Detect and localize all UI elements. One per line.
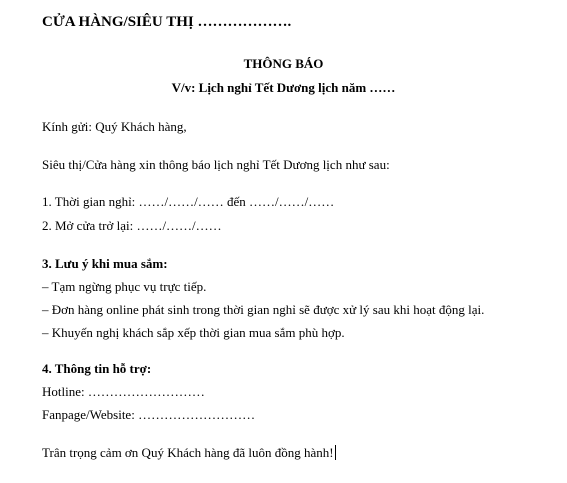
reopen-date-line: 2. Mở cửa trở lại: ……/……/…… xyxy=(42,218,222,233)
notes-heading: 3. Lưu ý khi mua sắm: xyxy=(42,256,168,271)
greeting: Kính gửi: Quý Khách hàng, xyxy=(42,119,187,134)
closing-line[interactable] xyxy=(42,445,336,461)
note-item: – Tạm ngừng phục vụ trực tiếp. xyxy=(42,279,207,294)
notice-subtitle: V/v: Lịch nghỉ Tết Dương lịch năm …… xyxy=(171,80,396,95)
intro-paragraph: Siêu thị/Cửa hàng xin thông báo lịch nghỉ Tết Dương lịch như sau: xyxy=(42,157,390,172)
text-cursor xyxy=(335,445,336,460)
closed-period-line: 1. Thời gian nghỉ: ……/……/…… đến ……/……/…… xyxy=(42,194,335,209)
hotline-line: Hotline: ……………………… xyxy=(42,384,205,399)
note-item: – Khuyến nghị khách sắp xếp thời gian mua sắm phù hợp. xyxy=(42,325,345,340)
note-item: – Đơn hàng online phát sinh trong thời gian nghỉ sẽ được xử lý sau khi hoạt động lại. xyxy=(42,302,485,317)
notice-title: THÔNG BÁO xyxy=(243,56,324,71)
store-name-header: CỬA HÀNG/SIÊU THỊ ………………. xyxy=(42,14,292,30)
support-heading: 4. Thông tin hỗ trợ: xyxy=(42,361,152,376)
fanpage-line: Fanpage/Website: ……………………… xyxy=(42,407,256,422)
closing-text: Trân trọng cảm ơn Quý Khách hàng đã luôn đồng hành! xyxy=(42,445,334,460)
